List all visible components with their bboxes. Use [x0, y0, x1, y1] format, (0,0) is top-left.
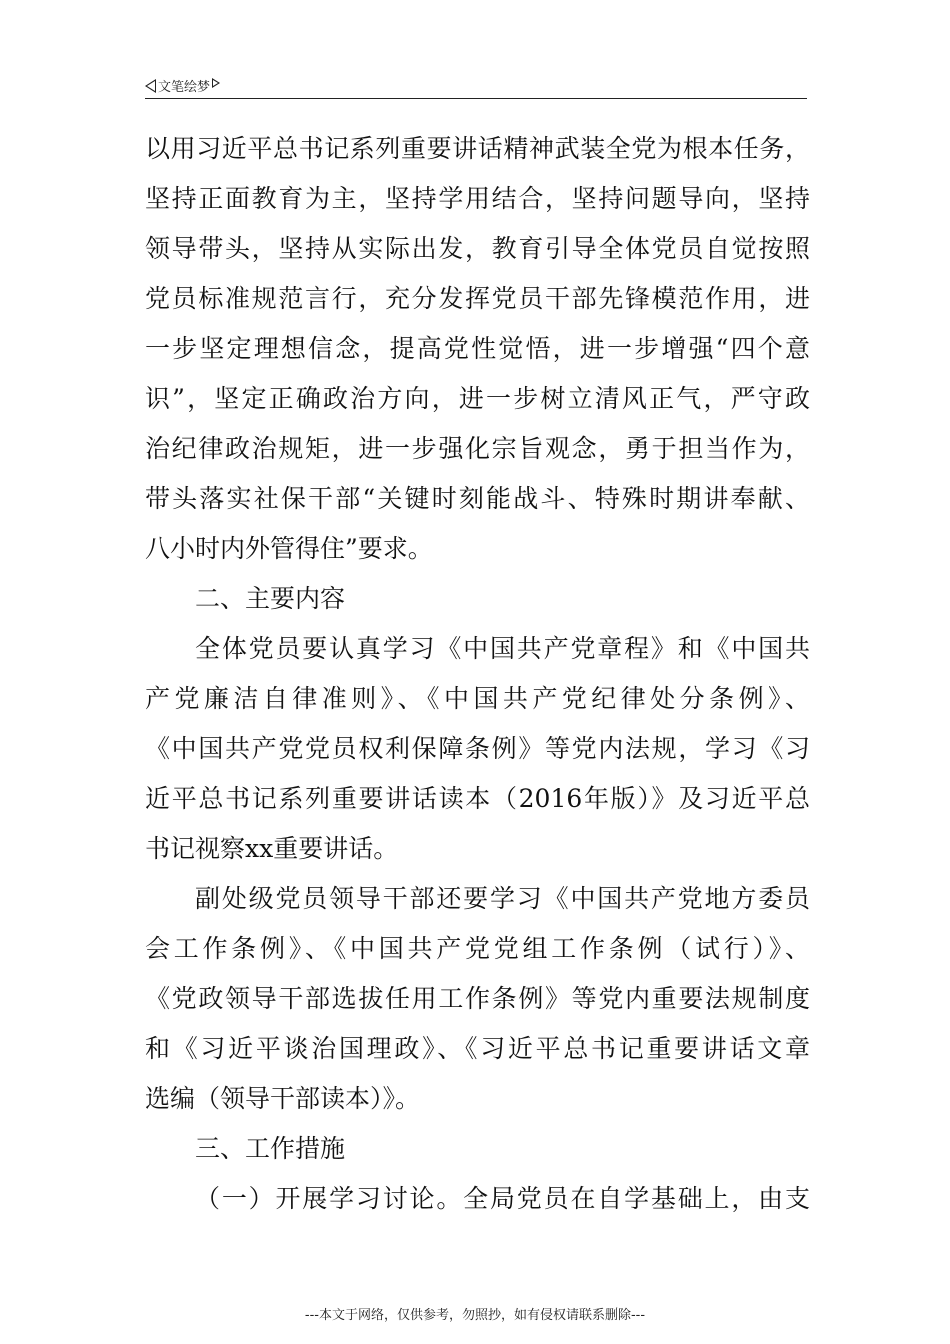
header-brand	[145, 76, 220, 95]
body-line: 带头落实社保干部“关键时刻能战斗、特殊时期讲奉献、	[145, 484, 810, 513]
body-line: 坚持正面教育为主，坚持学用结合，坚持问题导向，坚持	[145, 184, 810, 213]
body-line: 一步坚定理想信念，提高党性觉悟，进一步增强“四个意	[145, 334, 810, 363]
body-line: 书记视察xx重要讲话。	[145, 834, 399, 863]
body-line: 八小时内外管得住”要求。	[145, 534, 433, 563]
body-line: 近平总书记系列重要讲话读本（2016年版）》及习近平总	[145, 784, 810, 813]
triangle-left-icon	[145, 79, 156, 93]
header-brand-text: 文笔绘梦	[158, 80, 211, 95]
body-line: 和《习近平谈治国理政》、《习近平总书记重要讲话文章	[145, 1034, 810, 1063]
body-line: 产党廉洁自律准则》、《中国共产党纪律处分条例》、	[145, 684, 810, 713]
body-line: 《党政领导干部选拔任用工作条例》等党内重要法规制度	[145, 984, 810, 1013]
section-heading-work-measures: 三、工作措施	[195, 1134, 346, 1163]
body-line: 治纪律政治规矩，进一步强化宗旨观念，勇于担当作为，	[145, 434, 810, 463]
body-line: 党员标准规范言行，充分发挥党员干部先锋模范作用，进	[145, 284, 810, 313]
section-heading-main-content: 二、主要内容	[195, 584, 346, 613]
document-body	[145, 124, 810, 1224]
body-line: （一）开展学习讨论。全局党员在自学基础上，由支	[195, 1184, 810, 1213]
triangle-right-icon	[212, 78, 220, 88]
page-footer: ---本文于网络，仅供参考，勿照抄，如有侵权请联系删除---	[304, 1308, 646, 1323]
body-line: 识”，坚定正确政治方向，进一步树立清风正气，严守政	[145, 384, 810, 413]
body-line: 副处级党员领导干部还要学习《中国共产党地方委员	[195, 884, 810, 913]
body-line: 全体党员要认真学习《中国共产党章程》和《中国共	[195, 634, 810, 663]
page-header	[145, 72, 807, 99]
body-line: 《中国共产党党员权利保障条例》等党内法规，学习《习	[145, 734, 810, 763]
body-line: 以用习近平总书记系列重要讲话精神武装全党为根本任务，	[145, 134, 810, 163]
body-line: 会工作条例》、《中国共产党党组工作条例（试行）》、	[145, 934, 810, 963]
body-line: 选编（领导干部读本）》。	[145, 1084, 421, 1113]
body-line: 领导带头，坚持从实际出发，教育引导全体党员自觉按照	[145, 234, 810, 263]
